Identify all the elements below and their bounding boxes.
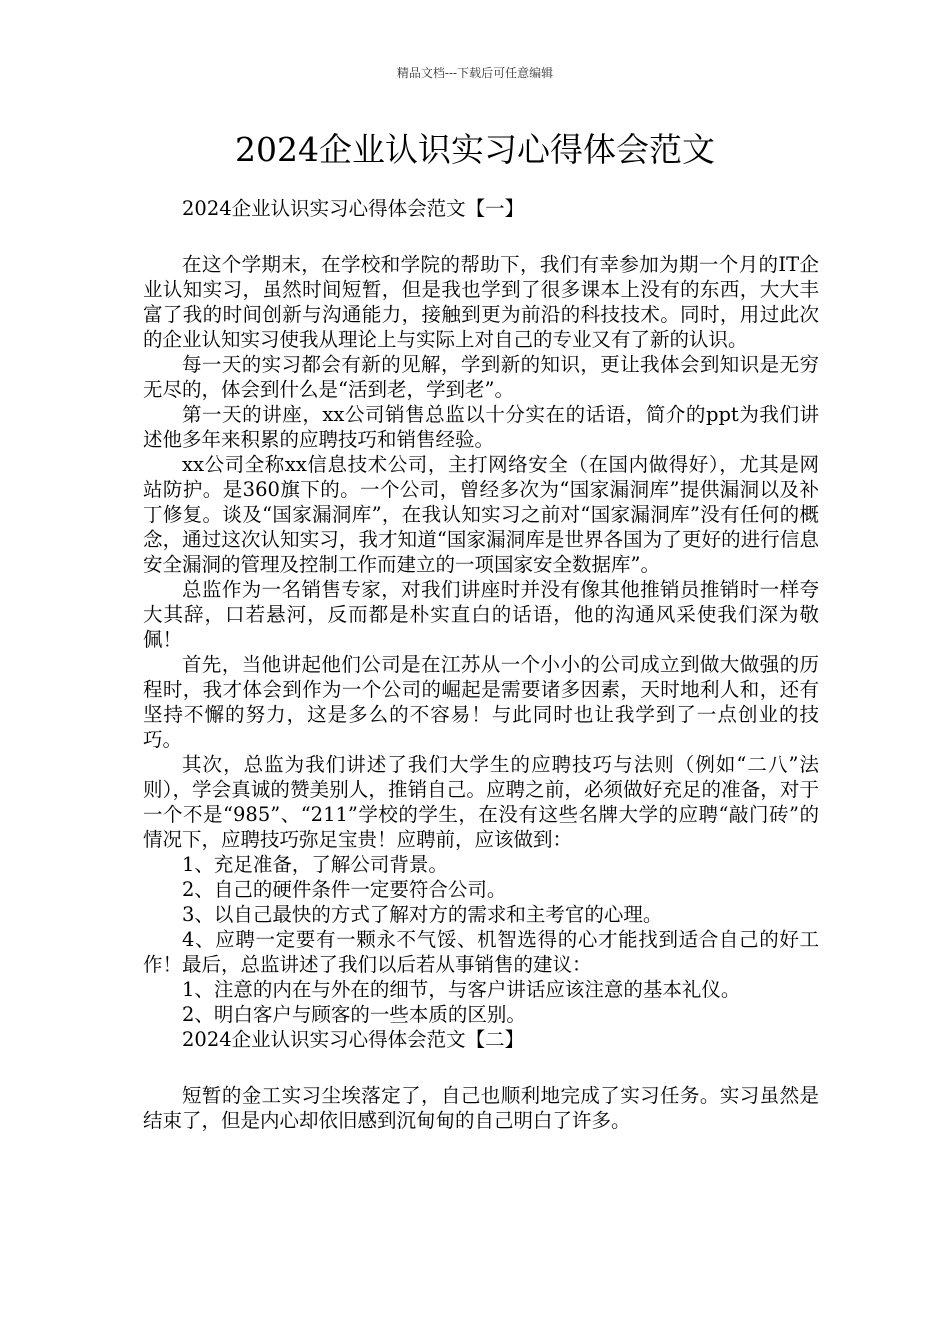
list-item: 4、应聘一定要有一颗永不气馁、机智选得的心才能找到适合自己的好工作！最后，总监讲述了我们以后若从事销售的建议： bbox=[143, 928, 819, 976]
list-item: 1、注意的内在与外在的细节，与客户讲话应该注意的基本礼仪。 bbox=[182, 978, 741, 1001]
page-header: 精品文档---下载后可任意编辑 bbox=[396, 66, 554, 80]
list-item: 2、明白客户与顾客的一些本质的区别。 bbox=[182, 1003, 526, 1026]
paragraph: 首先，当他讲起他们公司是在江苏从一个小小的公司成立到做大做强的历程时，我才体会到作为一个公司的崛起是需要诸多因素，天时地利人和，还有坚持不懈的努力，这是多么的不容易！与此同时也让我学到了一点创业的技巧。 bbox=[143, 653, 819, 751]
paragraph: 在这个学期末，在学校和学院的帮助下，我们有幸参加为期一个月的IT企业认知实习，虽然时间短暂，但是我也学到了很多课本上没有的东西，大大丰富了我的时间创新与沟通能力，接触到更为前沿的科技技术。同时，用过此次的企业认知实习使我从理论上与实际上对自己的专业又有了新的认识。 bbox=[143, 253, 819, 351]
document-body bbox=[143, 196, 819, 1133]
paragraph: 其次，总监为我们讲述了我们大学生的应聘技巧与法则（例如“二八”法则），学会真诚的赞美别人，推销自己。应聘之前，必须做好充足的准备，对于一个不是“985”、“211”学校的学生，在没有这些名牌大学的应聘“敲门砖”的情况下，应聘技巧弥足宝贵！应聘前，应该做到： bbox=[143, 753, 819, 851]
section-heading-2: 2024企业认识实习心得体会范文【二】 bbox=[182, 1028, 525, 1051]
paragraph: 短暂的金工实习尘埃落定了，自己也顺利地完成了实习任务。实习虽然是结束了，但是内心却依旧感到沉甸甸的自己明白了许多。 bbox=[143, 1084, 819, 1132]
list-item: 3、以自己最快的方式了解对方的需求和主考官的心理。 bbox=[182, 903, 663, 926]
paragraph: 每一天的实习都会有新的见解，学到新的知识，更让我体会到知识是无穷无尽的，体会到什么是“活到老，学到老”。 bbox=[143, 353, 819, 401]
section-heading-1: 2024企业认识实习心得体会范文【一】 bbox=[182, 197, 525, 220]
paragraph: 第一天的讲座，xx公司销售总监以十分实在的话语，简介的ppt为我们讲述他多年来积累的应聘技巧和销售经验。 bbox=[143, 403, 819, 451]
list-item: 2、自己的硬件条件一定要符合公司。 bbox=[182, 878, 507, 901]
paragraph: 总监作为一名销售专家，对我们讲座时并没有像其他推销员推销时一样夸大其辞，口若悬河，反而都是朴实直白的话语，他的沟通风采使我们深为敬佩！ bbox=[143, 578, 819, 651]
document-title: 2024企业认识实习心得体会范文 bbox=[235, 130, 715, 169]
paragraph: xx公司全称xx信息技术公司，主打网络安全（在国内做得好），尤其是网站防护。是360旗下的。一个公司，曾经多次为“国家漏洞库”提供漏洞以及补丁修复。谈及“国家漏洞库”，在我认知实习之前对“国家漏洞库”没有任何的概念，通过这次认知实习，我才知道“国家漏洞库是世界各国为了更好的进行信息安全漏洞的管理及控制工作而建立的一项国家安全数据库”。 bbox=[143, 453, 819, 576]
list-item: 1、充足准备，了解公司背景。 bbox=[182, 853, 448, 876]
